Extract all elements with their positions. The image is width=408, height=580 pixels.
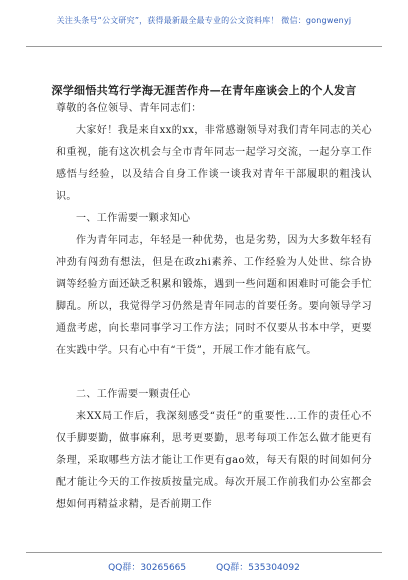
section-heading-2: 二、工作需要一颗责任心 [76, 389, 191, 400]
header-divider [26, 46, 382, 47]
paragraph-intro: 大家好！我是来自xx的xx，非常感谢领导对我们青年同志的关心和重视，能有这次机会与全市青年同志一起学习交流，一起分享工作感悟与经验，以及结合自身工作谈一谈我对青年干部履职的粗浅认识。 [56, 125, 372, 202]
section-heading-1: 一、工作需要一颗求知心 [76, 213, 191, 224]
paragraph-section-1: 作为青年同志，年轻是一种优势，也是劣势，因为大多数年轻有冲劲有闯劲有想法，但是在政zhi素养、工作经验为人处世、综合协调等经验方面还缺乏积累和锻炼，遇到一些问题和困难时可能会手忙脚乱。所以，我觉得学习仍然是青年同志的首要任务。要向领导学习通盘考虑，向长辈同事学习工作方法；同时不仅要从书本中学，更要在实践中学。只有心中有“干货”，开展工作才能有底气。 [56, 235, 372, 356]
header-notice: 关注头条号“公文研究”，获得最新最全最专业的公文资料库！ 微信：gongwenyj [56, 15, 352, 25]
footer-qq-group-1: QQ群：30265665 [108, 563, 187, 573]
salutation: 尊敬的各位领导、青年同志们： [56, 103, 202, 114]
header-banner [0, 0, 408, 40]
paragraph-section-2: 来XX局工作后，我深刻感受“责任”的重要性...工作的责任心不仅手脚要勤，做事麻利，思考更要勤，思考每项工作怎么做才能更有条理，采取哪些方法才能让工作更有gao效，每天有限的时间如何分配才能让今天的工作按质按量完成。每次开展工作前我们办公室都会想如何再精益求精，是否前期工作 [56, 411, 372, 510]
footer [0, 560, 408, 576]
document-title: 深学细悟共笃行学海无涯苦作舟—在青年座谈会上的个人发言 [51, 84, 357, 97]
footer-divider [26, 552, 382, 553]
footer-qq-group-2: QQ群：535304092 [216, 563, 300, 573]
